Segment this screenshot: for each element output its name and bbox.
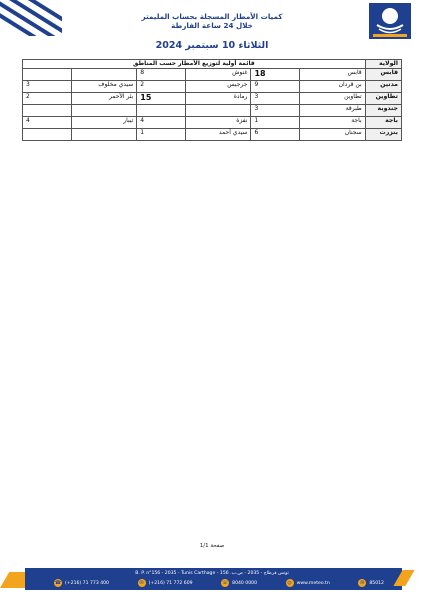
table-row xyxy=(23,105,402,117)
station-name-cell xyxy=(71,69,136,81)
footer-contact-text: 8040 0000 xyxy=(232,580,257,586)
governorate-column-header: الولاية xyxy=(365,60,401,69)
footer-contact-text: (+216) 71 773 400 xyxy=(65,580,109,586)
governorate-cell: تطاوين xyxy=(365,93,401,105)
table-body xyxy=(23,69,402,141)
rainfall-value-cell: 1 xyxy=(137,129,186,141)
station-name-cell: بئر الأحمر xyxy=(71,93,136,105)
phone-icon: ☎ xyxy=(54,580,62,586)
rainfall-value-cell: 3 xyxy=(251,93,300,105)
title-line-1: كميات الأمطار المسجلة بحساب المليمتر xyxy=(141,12,283,21)
governorate-cell: بنزرت xyxy=(365,129,401,141)
rainfall-value-cell xyxy=(23,69,72,81)
rainfall-value-cell: 3 xyxy=(23,81,72,93)
footer-address: B. P. n°156 - 2035 - Tunis Carthage - تونس قرطاج - 2035 - ص.ب. 156 xyxy=(135,571,289,576)
station-name-cell: جرجيس xyxy=(186,81,251,93)
station-name-cell: طبرقة xyxy=(300,105,365,117)
rainfall-value-cell xyxy=(23,129,72,141)
rainfall-value-cell: 9 xyxy=(251,81,300,93)
rainfall-value-cell: 4 xyxy=(137,117,186,129)
station-name-cell: قابس xyxy=(300,69,365,81)
station-name-cell: سيدي أحمد xyxy=(186,129,251,141)
sms-icon: ✉ xyxy=(360,580,365,586)
footer-contact-text: www.meteo.tn xyxy=(296,580,330,586)
station-name-cell: تطاوين xyxy=(300,93,365,105)
station-name-cell xyxy=(71,129,136,141)
footer-contact-item xyxy=(221,579,257,587)
header-stripes-decoration xyxy=(0,0,62,36)
station-name-cell: باجة xyxy=(300,117,365,129)
governorate-cell: باجة xyxy=(365,117,401,129)
station-name-cell: تيبار xyxy=(71,117,136,129)
rainfall-value-cell: 8 xyxy=(137,69,186,81)
table-row xyxy=(23,117,402,129)
table-row xyxy=(23,81,402,93)
table-header-row xyxy=(23,60,402,69)
station-name-cell: بن قردان xyxy=(300,81,365,93)
governorate-cell: جندوبة xyxy=(365,105,401,117)
institute-logo xyxy=(369,3,411,39)
footer-contact-text: (+216) 71 772 609 xyxy=(148,580,193,586)
station-name-cell xyxy=(71,105,136,117)
footer-contact-item xyxy=(138,579,193,587)
station-name-cell: سجنان xyxy=(300,129,365,141)
footer xyxy=(0,562,424,592)
station-name-cell xyxy=(186,105,251,117)
station-name-cell: نفزة xyxy=(186,117,251,129)
rainfall-value-cell xyxy=(23,105,72,117)
table-subheader: قائمة أولية لتوزيع الأمطار حسب المناطق xyxy=(23,60,366,69)
rainfall-value-cell: 2 xyxy=(23,93,72,105)
rainfall-value-cell: 4 xyxy=(23,117,72,129)
rainfall-value-cell: 6 xyxy=(251,129,300,141)
footer-contact-item xyxy=(358,579,384,587)
rainfall-value-cell xyxy=(137,105,186,117)
footer-contacts xyxy=(54,579,384,587)
page-number: صفحة 1/1 xyxy=(199,543,225,549)
rainfall-value-cell: 3 xyxy=(251,105,300,117)
governorate-cell: مدنين xyxy=(365,81,401,93)
call-icon: ☏ xyxy=(222,580,229,586)
station-name-cell: غنوش xyxy=(186,69,251,81)
rainfall-table xyxy=(22,59,402,141)
report-date: الثلاثاء 10 سبتمبر 2024 xyxy=(155,40,269,51)
station-name-cell: سيدي مخلوف xyxy=(71,81,136,93)
footer-contact-text: 85012 xyxy=(369,580,384,586)
rainfall-value-cell: 15 xyxy=(137,93,186,105)
web-icon: ◎ xyxy=(287,580,292,586)
rainfall-value-cell: 18 xyxy=(251,69,300,81)
table-row xyxy=(23,69,402,81)
rainfall-value-cell: 2 xyxy=(137,81,186,93)
title-line-2: خلال 24 ساعة الفارطة xyxy=(171,21,253,30)
rainfall-value-cell: 1 xyxy=(251,117,300,129)
fax-icon: ✉ xyxy=(139,580,144,586)
governorate-cell: قابس xyxy=(365,69,401,81)
table-row xyxy=(23,129,402,141)
station-name-cell: رمادة xyxy=(186,93,251,105)
table-row xyxy=(23,93,402,105)
footer-contact-item xyxy=(54,579,109,587)
footer-contact-item xyxy=(286,579,330,587)
document-titles xyxy=(60,12,364,30)
